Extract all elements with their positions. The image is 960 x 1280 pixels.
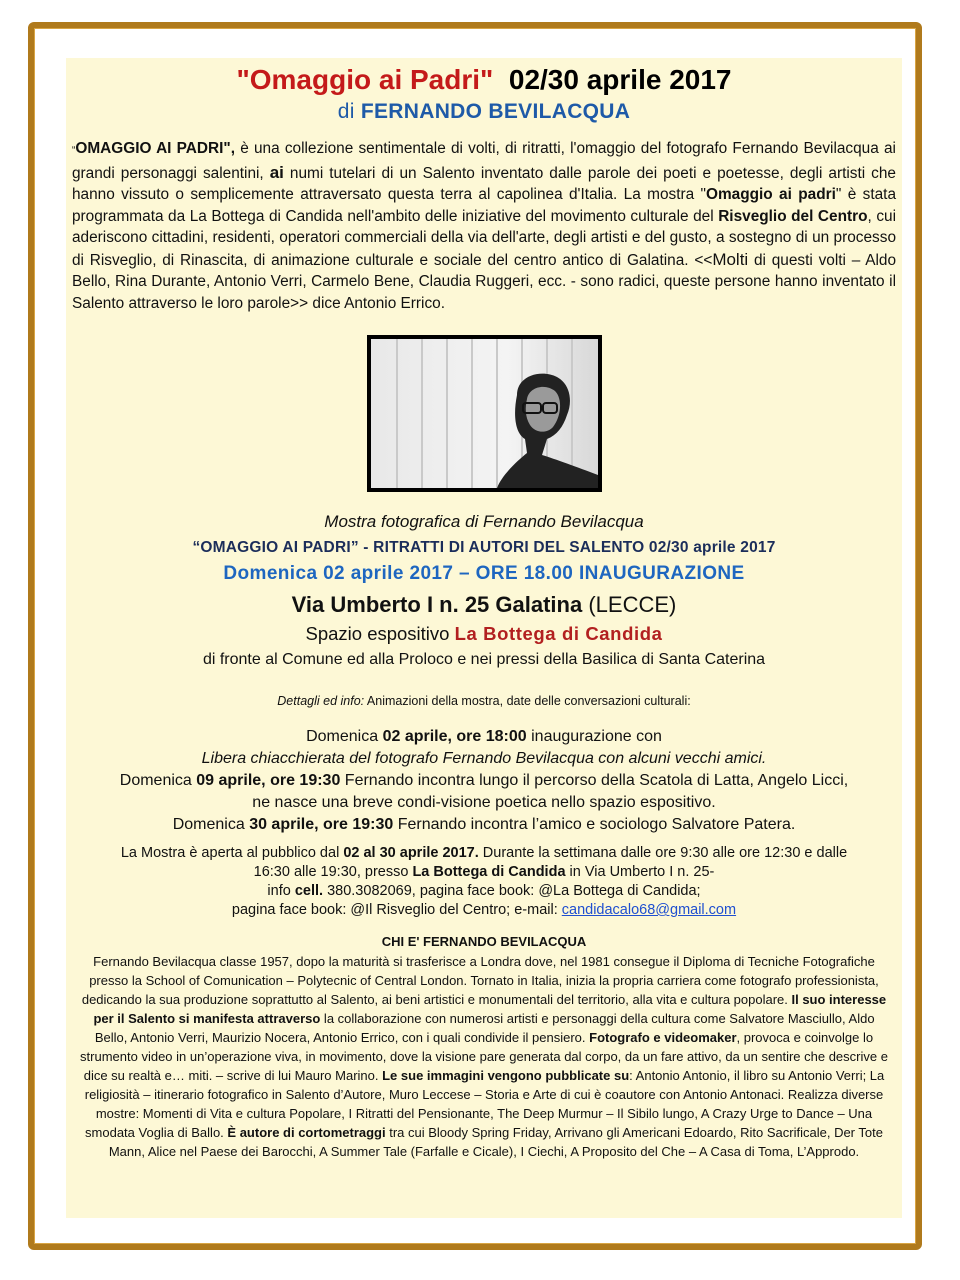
bio-paragraph xyxy=(78,952,890,1161)
venue-space-label: Spazio espositivo xyxy=(305,623,455,644)
hours-line-4 xyxy=(66,901,902,920)
bio-bold-2: Fotografo e videomaker xyxy=(589,1030,737,1045)
intro-bold-1: OMAGGIO AI PADRI", xyxy=(75,140,235,157)
venue-space xyxy=(66,623,902,645)
intro-paragraph xyxy=(72,138,896,314)
hours-line-1 xyxy=(66,844,902,863)
bio-text-5: tra cui Bloody Spring Friday, Arrivano gli Americani Edoardo, Rito Sacrificale, Der Tote Mann, Alice nel Paese dei Barocchi, A Summer Tale (Farfalle e Cicale), I Ciechi, A Proposito del Che – A Casa di Toma, L’Approdo. xyxy=(108,1125,883,1159)
flyer-panel xyxy=(66,58,902,1218)
hours-text-4: in Via Umberto I n. 25- xyxy=(565,864,715,880)
schedule-desc-1: inaugurazione con xyxy=(526,728,662,745)
schedule-day-2: Domenica xyxy=(119,772,197,789)
title-dates: 02/30 aprile 2017 xyxy=(508,64,732,95)
details-line xyxy=(66,694,902,708)
subtitle-author: FERNANDO BEVILACQUA xyxy=(360,100,631,123)
hours-dates: 02 al 30 aprile 2017. xyxy=(343,845,479,861)
page-title xyxy=(66,64,902,96)
schedule-day-1: Domenica xyxy=(306,728,383,745)
schedule-desc-2: Fernando incontra lungo il percorso della Scatola di Latta, Angelo Licci, xyxy=(340,772,849,789)
opening-hours xyxy=(66,844,902,920)
intro-big-word: Molti xyxy=(712,249,749,269)
intro-text-3: " è stata programmata da La Bottega di Candida nell'ambito delle iniziative del movimento culturale del xyxy=(72,186,897,225)
intro-bold-4: Risveglio del Centro xyxy=(718,207,868,225)
portrait-photo xyxy=(367,335,602,492)
intro-quote-open: “ xyxy=(72,145,76,156)
venue-street: Via Umberto I n. 25 Galatina xyxy=(291,592,583,617)
cell-label: cell. xyxy=(294,883,324,899)
subtitle xyxy=(66,100,902,124)
schedule-time-1: 02 aprile, ore 18:00 xyxy=(382,728,527,745)
bio-bold-3: Le sue immagini vengono pubblicate su xyxy=(382,1068,630,1083)
info-label: info xyxy=(267,883,295,899)
bio-text-1: Fernando Bevilacqua classe 1957, dopo la maturità si trasferisce a Londra dove, nel 1981 consegue il Diploma di Tecniche Fotografiche presso la School of Comunication – Polytecnic of Central London. Tornato in Italia, inizia la propria carriera come fotografo professionista, dedicando la sua produzione soprattutto al Salento, ai beni artistici e monumentali del territorio, alla vita e cultura popolare. xyxy=(81,954,879,1007)
bio-text-2: la collaborazione con numerosi artisti e personaggi della cultura come Salvatore Masciullo, Aldo Bello, Antonio Verri, Maurizio Nocera, Antonio Errico, con i quali condivide il pensiero. xyxy=(94,1011,875,1045)
schedule-line-5 xyxy=(66,814,902,836)
hours-line-3 xyxy=(66,882,902,901)
bio-bold-1: Il suo interesse per il Salento si manifesta attraverso xyxy=(93,992,887,1026)
bio-title: CHI E' FERNANDO BEVILACQUA xyxy=(381,934,587,949)
facebook-email-label: pagina face book: @Il Risveglio del Centro; e-mail: xyxy=(231,902,562,918)
hours-text-1: La Mostra è aperta al pubblico dal xyxy=(120,845,344,861)
details-text: Animazioni della mostra, date delle conversazioni culturali: xyxy=(364,694,691,708)
schedule-time-2: 09 aprile, ore 19:30 xyxy=(196,772,341,789)
schedule-note-1: Libera chiacchierata del fotografo Fernando Bevilacqua con alcuni vecchi amici. xyxy=(201,750,767,767)
venue-space-name: La Bottega di Candida xyxy=(454,623,663,644)
portrait-image xyxy=(367,335,602,492)
schedule-time-3: 30 aprile, ore 19:30 xyxy=(249,816,394,833)
schedule-desc-3: Fernando incontra l’amico e sociologo Salvatore Patera. xyxy=(393,816,796,833)
bio-text-3: , provoca e coinvolge lo strumento video in un’operazione viva, in movimento, dove la visione pare generata dal corpo, da un fare attivo, da un sentire che descrive e dice su realtà e… miti. – scrive di lui Mauro Marino. xyxy=(80,1030,888,1083)
intro-text-4: , cui aderiscono cittadini, residenti, operatori commerciali della via dell'arte, degli artisti e del gusto, a sostegno di un processo di Risveglio, di Rinascita, di animazione culturale e sociale del centro antico di Galatina. << xyxy=(72,207,896,269)
intro-bold-3: Omaggio ai padri xyxy=(706,186,836,203)
intro-text-1: è una collezione sentimentale di volti, di ritratti, l'omaggio del fotografo Fernando Bevilacqua ai grandi personaggi salentini, xyxy=(72,140,896,182)
exhibition-title: “OMAGGIO AI PADRI” - RITRATTI DI AUTORI DEL SALENTO 02/30 aprile 2017 xyxy=(192,539,776,556)
hours-venue: La Bottega di Candida xyxy=(412,864,566,880)
intro-text-2: numi tutelari di un Salento inventato dalle parole dei poeti e poetesse, degli artisti che hanno vissuto o semplicemente attraversato questa terra al capolinea d'Italia. La mostra " xyxy=(72,164,896,203)
hours-text-2: Durante la settimana dalle ore 9:30 alle ore 12:30 e dalle xyxy=(478,845,848,861)
event-schedule xyxy=(66,726,902,836)
schedule-line-3 xyxy=(66,770,902,792)
venue-province: (LECCE) xyxy=(582,592,677,617)
email-link[interactable]: candidacalo68@gmail.com xyxy=(561,902,737,918)
exhibition-label: Mostra fotografica di Fernando Bevilacqua xyxy=(324,512,644,531)
schedule-line-1 xyxy=(66,726,902,748)
venue-directions: di fronte al Comune ed alla Proloco e nei pressi della Basilica di Santa Caterina xyxy=(202,651,766,668)
intro-bold-2: ai xyxy=(269,162,284,182)
hours-line-2 xyxy=(66,863,902,882)
bio-bold-4: È autore di cortometraggi xyxy=(227,1125,386,1140)
schedule-line-4: ne nasce una breve condi-visione poetica nello spazio espositivo. xyxy=(252,794,716,811)
schedule-day-3: Domenica xyxy=(172,816,250,833)
venue-address xyxy=(66,592,902,618)
bio-text-4: : Antonio Antonio, il libro su Antonio Verri; La religiosità – itinerario fotografico in Salento d’Autore, Muro Leccese – Storia e Arte di cui è coautore con Antonio Antonaci. Realizza diverse mostre: Momenti di Vita e cultura Popolare, I Ritratti del Pensionante, The Deep Murmur – Il Sibilo lungo, A Crazy Urge to Dance – Una smodata Voglia di Ballo. xyxy=(84,1068,885,1140)
hours-text-3: 16:30 alle 19:30, presso xyxy=(253,864,413,880)
subtitle-di: di xyxy=(337,100,355,123)
schedule-line-2 xyxy=(66,748,902,770)
title-quoted: "Omaggio ai Padri" xyxy=(236,64,494,95)
phone-facebook: 380.3082069, pagina face book: @La Bottega di Candida; xyxy=(323,883,701,899)
opening-date: Domenica 02 aprile 2017 – ORE 18.00 INAUGURAZIONE xyxy=(223,563,745,584)
details-label: Dettagli ed info: xyxy=(277,694,365,708)
intro-text-5: di questi volti – Aldo Bello, Rina Durante, Antonio Verri, Carmelo Bene, Claudia Ruggeri, ecc. - sono radici, queste persone hanno inventato il Salento attraverso le loro parole>> dice Antonio Errico. xyxy=(72,251,897,312)
